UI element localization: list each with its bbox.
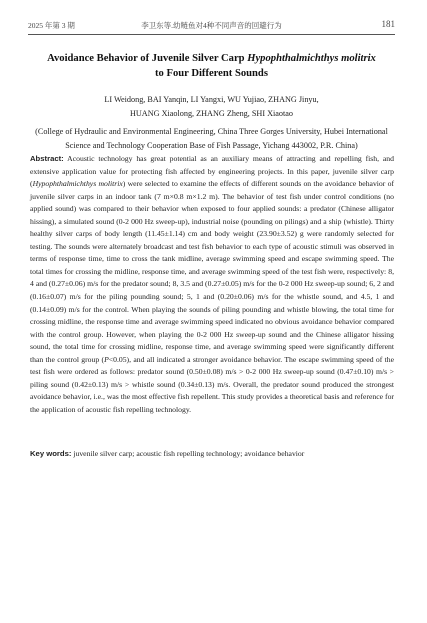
authors-line2: HUANG Xiaolong, ZHANG Zheng, SHI Xiaotao	[129, 108, 294, 118]
abstract-text-3: <0.05), and all indicated a stronger avoidance behavior. The escape swimming speed of the test fish were ordered as follows: predator sound (0.50±0.08) m/s > 0-2 000 Hz sweep-up sound (0.47±0.10) m/s > piling sound (0.42±0.13) m/s > whistle sound (0.34±0.13) m/s. Overall, the predator sound produced the strongest avoidance behavior, i.e., was the most effective fish repellent. This study provides a theoretical basis and reference for the application of acoustic fish repelling technology.	[30, 354, 394, 414]
keywords-label: Key words:	[30, 449, 72, 458]
keywords	[30, 448, 394, 461]
abstract-species: Hypophthalmichthys molitrix	[32, 179, 123, 189]
abstract-text-1: Acoustic technology has great potential as an auxiliary means of attracting and repelling fish, and extensive application value for protecting fish affected by engineering projects. In this paper, juvenile silver carp (	[30, 154, 394, 189]
title-part1: Avoidance Behavior of Juvenile Silver Carp	[47, 53, 248, 64]
running-title: 李卫东等.幼鲢鱼对4种不同声音的回避行为	[141, 21, 282, 30]
journal-issue: 2025 年第 3 期	[28, 21, 75, 30]
page-header	[28, 20, 395, 34]
abstract-p-value: P	[104, 354, 109, 364]
author-list	[28, 93, 395, 120]
title-line2: to Four Different Sounds	[155, 68, 268, 79]
header-rule	[28, 34, 395, 35]
affiliation	[28, 125, 395, 152]
abstract	[30, 153, 394, 416]
affiliation-line1: (College of Hydraulic and Environmental Engineering, China Three Gorges University, Hubei International	[35, 127, 388, 136]
affiliation-line2: Science and Technology Cooperation Base of Fish Passage, Yichang 443002, P.R. China)	[65, 140, 358, 150]
abstract-text-2: ) were selected to examine the effects of different sounds on the avoidance behavior of juvenile silver carps in an indoor tank (7 m×0.8 m×1.2 m). The behavior of test fish under control conditions (no applied sound) was compared to their behavior when exposed to four applied sounds: a predator (Chinese alligator hissing), a simulated sound (0-2 000 Hz sweep-up), industrial noise (pounding on pilings) and a ship (whistle). Thirty healthy silver carps of body length (11.45±1.14) cm and body weight (23.90±3.52) g were randomly selected for testing. The sounds were alternately broadcast and test fish behavior to each type of acoustic stimuli was observed in terms of response time, time to cross the tank midline, average swimming speed and escape swimming speed. The total times for crossing the midline, response time, and average swimming speed of the test fish were, respectively: 8, 4 and (0.27±0.06) m/s for the predator sound; 8, 3.5 and (0.27±0.05) m/s for the 0-2 000 Hz sweep-up sound; 6, 2 and (0.16±0.07) m/s for the piling pounding sound; 5, 1 and (0.20±0.06) m/s for the whistle sound, and 4.5, 1 and (0.14±0.09) m/s for the control. When playing the sounds of piling pounding and whistle blowing, the total time for crossing midline, the response time and average swimming speed indicated no obvious avoidance behavior compared with the control group. However, when playing the 0-2 000 Hz sweep-up sound and the Chinese alligator hissing sound, the total time for crossing midline, response time, and average swimming speed were significantly different than the control group (	[30, 179, 394, 364]
keywords-text: juvenile silver carp; acoustic fish repelling technology; avoidance behavior	[71, 449, 305, 458]
authors-line1: LI Weidong, BAI Yanqin, LI Yangxi, WU Yujiao, ZHANG Jinyu,	[104, 95, 319, 104]
title-species: Hypophthalmichthys molitrix	[247, 53, 376, 64]
abstract-label: Abstract:	[30, 154, 64, 163]
page-number: 181	[381, 19, 395, 29]
paper-title	[28, 51, 395, 81]
